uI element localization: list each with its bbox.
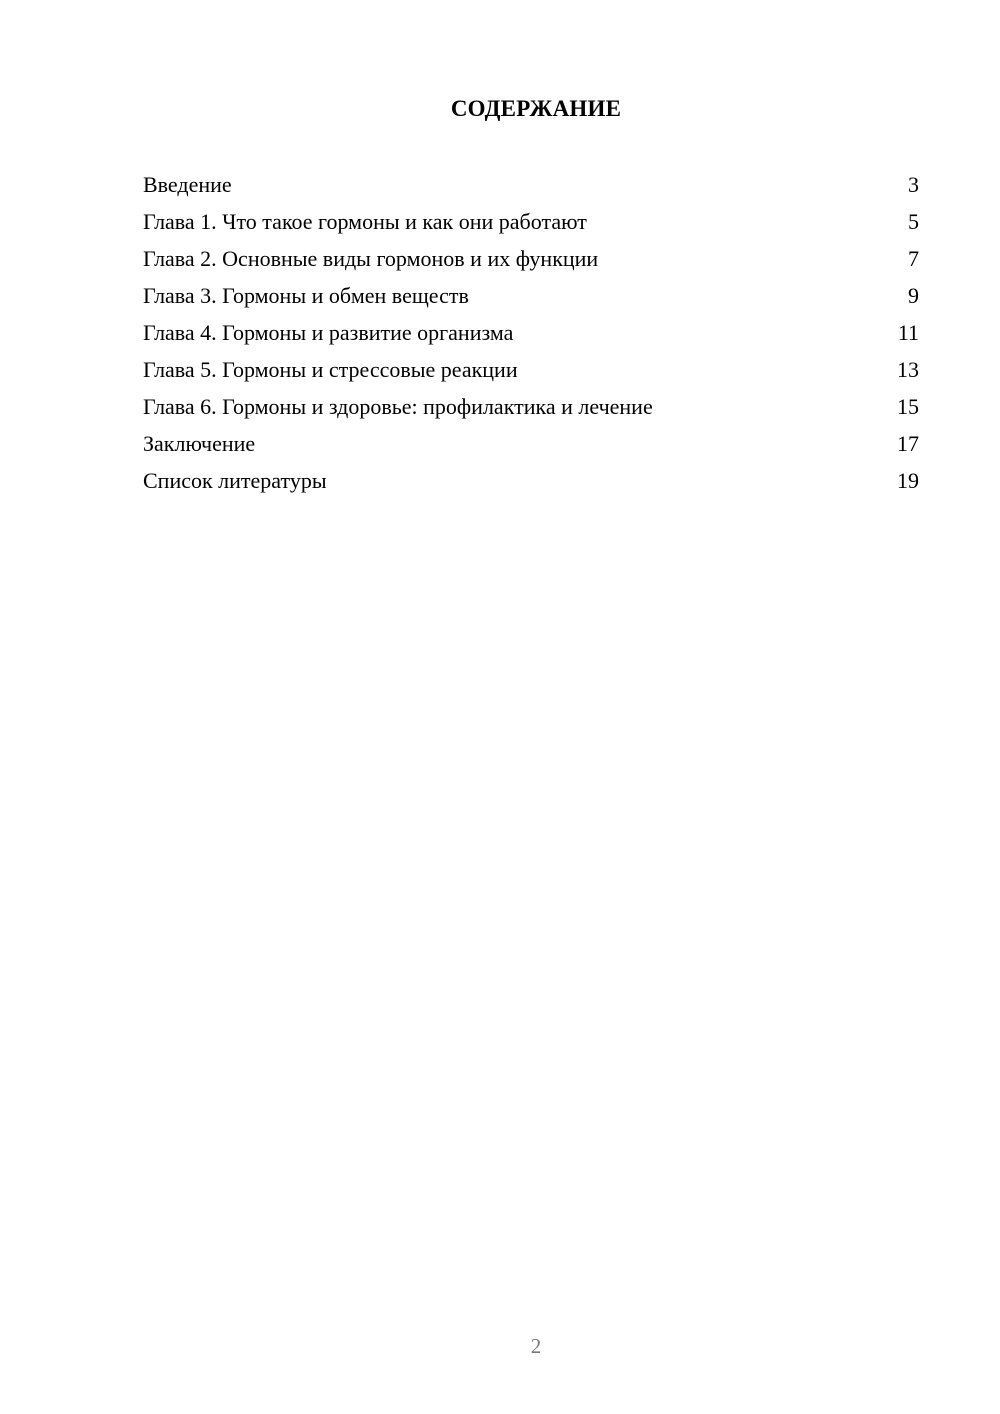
toc-entry-page: 13 (897, 357, 919, 382)
toc-entry-label: Глава 2. Основные виды гормонов и их функции (143, 246, 599, 271)
toc-entry-page: 17 (897, 431, 919, 456)
toc-entry-page: 9 (908, 283, 919, 308)
toc-entry-page: 5 (908, 209, 919, 234)
toc-entry-chapter-5[interactable] (143, 355, 919, 392)
toc-entry-chapter-4[interactable] (143, 318, 919, 355)
toc-entry-label: Глава 5. Гормоны и стрессовые реакции (143, 357, 518, 382)
toc-entry-conclusion[interactable] (143, 429, 919, 466)
toc-entry-label: Глава 3. Гормоны и обмен веществ (143, 283, 469, 308)
page-number: 2 (530, 1334, 542, 1358)
toc-entry-page: 7 (908, 246, 919, 271)
toc-entry-page: 3 (908, 172, 919, 197)
toc-entry-label: Список литературы (143, 468, 327, 493)
toc-entry-references[interactable] (143, 466, 919, 503)
toc-entry-page: 15 (897, 394, 919, 419)
toc-entry-introduction[interactable] (143, 170, 919, 207)
toc-entry-page: 19 (897, 468, 919, 493)
toc-entry-label: Введение (143, 172, 232, 197)
toc-entry-chapter-3[interactable] (143, 281, 919, 318)
toc-entry-chapter-1[interactable] (143, 207, 919, 244)
toc-entry-page: 11 (897, 320, 919, 345)
toc-entry-label: Глава 4. Гормоны и развитие организма (143, 320, 514, 345)
page-title: СОДЕРЖАНИЕ (450, 96, 622, 121)
toc-entry-chapter-2[interactable] (143, 244, 919, 281)
toc-entry-chapter-6[interactable] (143, 392, 919, 429)
toc-entry-label: Заключение (143, 431, 256, 456)
toc-entry-label: Глава 6. Гормоны и здоровье: профилактика и лечение (143, 394, 653, 419)
table-of-contents (143, 170, 919, 503)
toc-entry-label: Глава 1. Что такое гормоны и как они работают (143, 209, 587, 234)
